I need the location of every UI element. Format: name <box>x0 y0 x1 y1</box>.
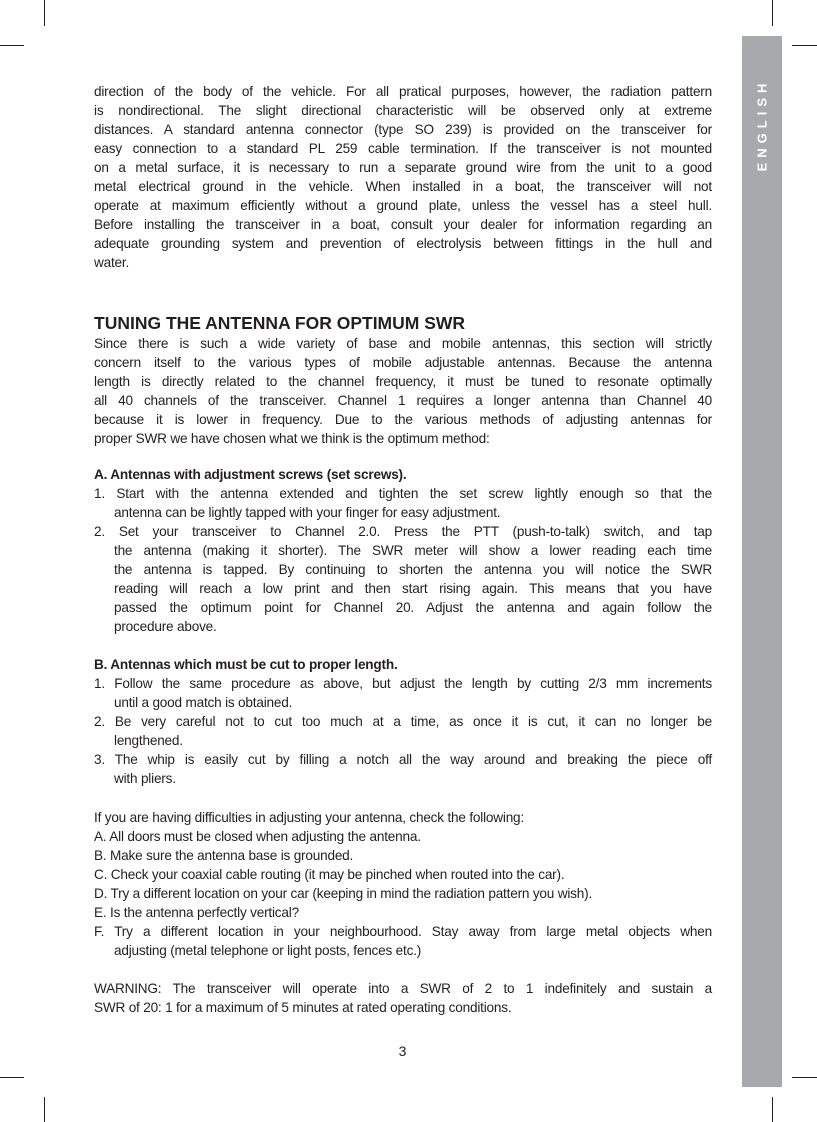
page-number-container <box>0 1043 817 1059</box>
page-number: 3 <box>398 1043 407 1059</box>
crop-mark <box>44 1097 45 1122</box>
text-line: water. <box>94 255 130 270</box>
list-item-line: 3. The whip is easily cut by filling a notch all the way around and breaking the piece off <box>94 752 712 767</box>
list-item-line: passed the optimum point for Channel 20. Adjust the antenna and again follow the <box>114 600 712 615</box>
list-item-line: with pliers. <box>114 771 176 786</box>
text-line: adequate grounding system and prevention of electrolysis between fittings in the hull and <box>94 236 712 251</box>
text-line: because it is lower in frequency. Due to the various methods of adjusting antennas for <box>94 412 712 427</box>
list-item-line: reading will reach a low print and then start rising again. This means that you have <box>114 581 712 596</box>
list-item-line: antenna can be lightly tapped with your finger for easy adjustment. <box>114 505 501 520</box>
subsection-heading: A. Antennas with adjustment screws (set screws). <box>94 467 407 482</box>
list-item-line: If you are having difficulties in adjusting your antenna, check the following: <box>94 810 524 825</box>
list-item-line: F. Try a different location in your neighbourhood. Stay away from large metal objects when <box>94 924 712 939</box>
section-b <box>94 655 712 788</box>
section-a <box>94 465 712 636</box>
list-item-line: the antenna is tapped. By continuing to shorten the antenna you will notice the SWR <box>114 562 712 577</box>
intro-paragraph <box>94 82 712 272</box>
crop-mark <box>772 0 773 26</box>
list-item-line: B. Make sure the antenna base is grounded. <box>94 848 354 863</box>
language-label: ENGLISH <box>754 78 770 172</box>
text-line: operate at maximum efficiently without a ground plate, unless the vessel has a steel hull. <box>94 198 712 213</box>
list-item-line: adjusting (metal telephone or light posts, fences etc.) <box>114 943 422 958</box>
troubleshooting-list <box>94 808 712 960</box>
text-line: WARNING: The transceiver will operate into a SWR of 2 to 1 indefinitely and sustain a <box>94 981 712 996</box>
crop-mark <box>0 45 24 46</box>
crop-mark <box>792 1077 817 1078</box>
text-line: easy connection to a standard PL 259 cable termination. If the transceiver is not mounted <box>94 141 712 156</box>
language-side-tab <box>742 36 782 1087</box>
warning-paragraph <box>94 979 712 1017</box>
text-line: distances. A standard antenna connector (type SO 239) is provided on the transceiver for <box>94 122 712 137</box>
list-item-line: A. All doors must be closed when adjusting the antenna. <box>94 829 421 844</box>
crop-mark <box>792 45 817 46</box>
list-item-line: the antenna (making it shorter). The SWR meter will show a lower reading each time <box>114 543 712 558</box>
text-line: SWR of 20: 1 for a maximum of 5 minutes at rated operating conditions. <box>94 1000 512 1015</box>
list-item-line: lengthened. <box>114 733 183 748</box>
list-item-line: C. Check your coaxial cable routing (it may be pinched when routed into the car). <box>94 867 565 882</box>
list-item-line: 2. Set your transceiver to Channel 2.0. Press the PTT (push-to-talk) switch, and tap <box>94 524 712 539</box>
text-line: metal electrical ground in the vehicle. When installed in a boat, the transceiver will not <box>94 179 712 194</box>
crop-mark <box>44 0 45 26</box>
text-line: proper SWR we have chosen what we think is the optimum method: <box>94 431 490 446</box>
list-item-line: 1. Start with the antenna extended and tighten the set screw lightly enough so that the <box>94 486 712 501</box>
text-line: length is directly related to the channel frequency, it must be tuned to resonate optimally <box>94 374 712 389</box>
list-item-line: 2. Be very careful not to cut too much at a time, as once it is cut, it can no longer be <box>94 714 712 729</box>
list-item-line: procedure above. <box>114 619 217 634</box>
crop-mark <box>772 1097 773 1122</box>
list-item-line: D. Try a different location on your car (keeping in mind the radiation pattern you wish). <box>94 886 593 901</box>
text-line: all 40 channels of the transceiver. Channel 1 requires a longer antenna than Channel 40 <box>94 393 712 408</box>
tuning-section <box>94 312 712 448</box>
list-item-line: E. Is the antenna perfectly vertical? <box>94 905 299 920</box>
text-line: Before installing the transceiver in a boat, consult your dealer for information regarding an <box>94 217 712 232</box>
list-item-line: until a good match is obtained. <box>114 695 293 710</box>
subsection-heading: B. Antennas which must be cut to proper length. <box>94 657 398 672</box>
text-line: concern itself to the various types of mobile adjustable antennas. Because the antenna <box>94 355 712 370</box>
list-item-line: 1. Follow the same procedure as above, but adjust the length by cutting 2/3 mm increments <box>94 676 712 691</box>
text-line: is nondirectional. The slight directional characteristic will be observed only at extreme <box>94 103 712 118</box>
section-heading: TUNING THE ANTENNA FOR OPTIMUM SWR <box>94 313 466 333</box>
text-line: Since there is such a wide variety of base and mobile antennas, this section will strictly <box>94 336 712 351</box>
text-line: direction of the body of the vehicle. For all pratical purposes, however, the radiation pattern <box>94 84 712 99</box>
text-line: on a metal surface, it is necessary to run a separate ground wire from the unit to a good <box>94 160 712 175</box>
crop-mark <box>0 1077 24 1078</box>
